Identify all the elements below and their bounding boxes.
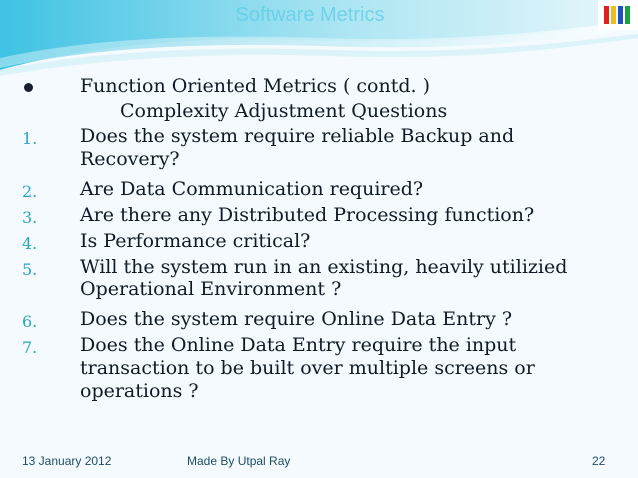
slide-title: Software Metrics — [235, 4, 385, 26]
item-number: 1. — [22, 129, 38, 148]
item-number: 4. — [22, 234, 38, 253]
item-text: transaction to be built over multiple screens or — [80, 357, 535, 379]
item-number: 3. — [22, 208, 38, 227]
item-text: Does the system require Online Data Entry ? — [80, 308, 513, 330]
item-number: 5. — [22, 260, 38, 279]
logo-icon — [598, 0, 638, 30]
bullet-icon — [24, 83, 33, 92]
slide-subheading: Complexity Adjustment Questions — [120, 100, 448, 122]
item-number: 7. — [22, 338, 38, 357]
page-number: 22 — [592, 454, 606, 468]
item-text: Are Data Communication required? — [80, 178, 424, 200]
item-text: Will the system run in an existing, heavily utilizied — [80, 256, 568, 278]
item-text: Recovery? — [80, 148, 180, 170]
item-text: Is Performance critical? — [80, 230, 311, 252]
item-text: Does the system require reliable Backup and — [80, 125, 515, 147]
footer-author: Made By Utpal Ray — [187, 454, 291, 468]
item-text: Does the Online Data Entry require the input — [80, 334, 517, 356]
footer-date: 13 January 2012 — [22, 454, 112, 468]
item-number: 2. — [22, 182, 38, 201]
item-text: Are there any Distributed Processing function? — [80, 204, 535, 226]
item-text: Operational Environment ? — [80, 278, 342, 300]
item-text: operations ? — [80, 380, 199, 402]
slide-heading: Function Oriented Metrics ( contd. ) — [80, 75, 431, 97]
item-number: 6. — [22, 312, 38, 331]
